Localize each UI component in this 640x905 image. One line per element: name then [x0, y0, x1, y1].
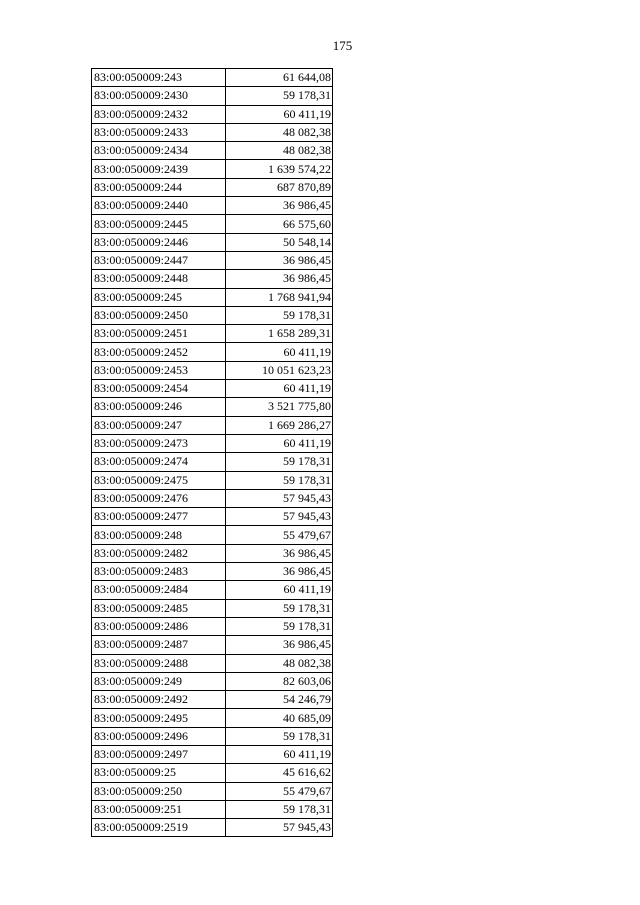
table-row [92, 434, 333, 452]
cadastral-number-cell: 83:00:050009:2448 [92, 270, 226, 288]
table-row [92, 617, 333, 635]
cadastral-number-cell: 83:00:050009:2433 [92, 123, 226, 141]
table-row [92, 819, 333, 837]
table-row [92, 782, 333, 800]
table-row [92, 251, 333, 269]
cadastral-number-cell: 83:00:050009:2496 [92, 727, 226, 745]
value-cell: 57 945,43 [226, 508, 333, 526]
table-row [92, 325, 333, 343]
table-body [92, 69, 333, 837]
table-row [92, 563, 333, 581]
cadastral-number-cell: 83:00:050009:2473 [92, 434, 226, 452]
cadastral-number-cell: 83:00:050009:249 [92, 672, 226, 690]
value-cell: 40 685,09 [226, 709, 333, 727]
cadastral-number-cell: 83:00:050009:2492 [92, 691, 226, 709]
value-cell: 59 178,31 [226, 800, 333, 818]
value-cell: 59 178,31 [226, 599, 333, 617]
cadastral-number-cell: 83:00:050009:25 [92, 764, 226, 782]
table-row [92, 270, 333, 288]
cadastral-number-cell: 83:00:050009:2439 [92, 160, 226, 178]
cadastral-number-cell: 83:00:050009:250 [92, 782, 226, 800]
table-row [92, 453, 333, 471]
table-row [92, 416, 333, 434]
cadastral-number-cell: 83:00:050009:2488 [92, 654, 226, 672]
cadastral-number-cell: 83:00:050009:246 [92, 398, 226, 416]
cadastral-number-cell: 83:00:050009:2483 [92, 563, 226, 581]
table-row [92, 654, 333, 672]
table-row [92, 233, 333, 251]
table-row [92, 508, 333, 526]
cadastral-number-cell: 83:00:050009:2477 [92, 508, 226, 526]
table-row [92, 599, 333, 617]
table-row [92, 544, 333, 562]
value-cell: 59 178,31 [226, 727, 333, 745]
value-cell: 1 768 941,94 [226, 288, 333, 306]
value-cell: 57 945,43 [226, 489, 333, 507]
table-row [92, 526, 333, 544]
cadastral-number-cell: 83:00:050009:244 [92, 178, 226, 196]
cadastral-number-cell: 83:00:050009:2474 [92, 453, 226, 471]
value-cell: 57 945,43 [226, 819, 333, 837]
value-cell: 60 411,19 [226, 105, 333, 123]
value-cell: 48 082,38 [226, 654, 333, 672]
table-row [92, 764, 333, 782]
table-row [92, 343, 333, 361]
cadastral-number-cell: 83:00:050009:247 [92, 416, 226, 434]
value-cell: 60 411,19 [226, 434, 333, 452]
cadastral-number-cell: 83:00:050009:2495 [92, 709, 226, 727]
value-cell: 3 521 775,80 [226, 398, 333, 416]
cadastral-number-cell: 83:00:050009:2454 [92, 380, 226, 398]
table-row [92, 361, 333, 379]
table-row [92, 636, 333, 654]
table-row [92, 709, 333, 727]
table-row [92, 691, 333, 709]
cadastral-number-cell: 83:00:050009:243 [92, 69, 226, 87]
value-cell: 10 051 623,23 [226, 361, 333, 379]
value-cell: 36 986,45 [226, 251, 333, 269]
value-cell: 55 479,67 [226, 526, 333, 544]
table-row [92, 142, 333, 160]
page-number: 175 [332, 38, 353, 53]
value-cell: 1 658 289,31 [226, 325, 333, 343]
table-row [92, 215, 333, 233]
value-cell: 36 986,45 [226, 544, 333, 562]
table-row [92, 123, 333, 141]
cadastral-number-cell: 83:00:050009:2445 [92, 215, 226, 233]
cadastral-number-cell: 83:00:050009:245 [92, 288, 226, 306]
cadastral-number-cell: 83:00:050009:2434 [92, 142, 226, 160]
value-cell: 1 639 574,22 [226, 160, 333, 178]
cadastral-number-cell: 83:00:050009:2485 [92, 599, 226, 617]
value-cell: 1 669 286,27 [226, 416, 333, 434]
table-row [92, 87, 333, 105]
table-row [92, 489, 333, 507]
value-cell: 60 411,19 [226, 581, 333, 599]
value-cell: 36 986,45 [226, 563, 333, 581]
value-cell: 36 986,45 [226, 270, 333, 288]
cadastral-number-cell: 83:00:050009:2484 [92, 581, 226, 599]
table-row [92, 672, 333, 690]
value-cell: 61 644,08 [226, 69, 333, 87]
cadastral-number-cell: 83:00:050009:2452 [92, 343, 226, 361]
value-cell: 59 178,31 [226, 617, 333, 635]
cadastral-number-cell: 83:00:050009:2453 [92, 361, 226, 379]
cadastral-number-cell: 83:00:050009:2440 [92, 197, 226, 215]
cadastral-number-cell: 83:00:050009:2450 [92, 306, 226, 324]
value-cell: 48 082,38 [226, 142, 333, 160]
table-row [92, 727, 333, 745]
cadastral-number-cell: 83:00:050009:251 [92, 800, 226, 818]
value-cell: 59 178,31 [226, 471, 333, 489]
table-row [92, 69, 333, 87]
cadastral-number-cell: 83:00:050009:2430 [92, 87, 226, 105]
table-row [92, 105, 333, 123]
table-row [92, 380, 333, 398]
cadastral-number-cell: 83:00:050009:2487 [92, 636, 226, 654]
value-cell: 48 082,38 [226, 123, 333, 141]
value-cell: 59 178,31 [226, 306, 333, 324]
cadastral-number-cell: 83:00:050009:2475 [92, 471, 226, 489]
value-cell: 60 411,19 [226, 380, 333, 398]
cadastral-number-cell: 83:00:050009:248 [92, 526, 226, 544]
cadastral-number-cell: 83:00:050009:2476 [92, 489, 226, 507]
value-cell: 36 986,45 [226, 197, 333, 215]
table-row [92, 471, 333, 489]
value-cell: 45 616,62 [226, 764, 333, 782]
cadastral-number-cell: 83:00:050009:2446 [92, 233, 226, 251]
cadastral-value-table [91, 68, 333, 837]
table-row [92, 306, 333, 324]
cadastral-number-cell: 83:00:050009:2497 [92, 745, 226, 763]
value-cell: 54 246,79 [226, 691, 333, 709]
table-row [92, 160, 333, 178]
table-row [92, 581, 333, 599]
value-cell: 59 178,31 [226, 453, 333, 471]
table-row [92, 178, 333, 196]
cadastral-number-cell: 83:00:050009:2519 [92, 819, 226, 837]
table-row [92, 745, 333, 763]
cadastral-number-cell: 83:00:050009:2486 [92, 617, 226, 635]
value-cell: 55 479,67 [226, 782, 333, 800]
value-cell: 66 575,60 [226, 215, 333, 233]
cadastral-number-cell: 83:00:050009:2432 [92, 105, 226, 123]
value-cell: 687 870,89 [226, 178, 333, 196]
value-cell: 60 411,19 [226, 745, 333, 763]
value-cell: 59 178,31 [226, 87, 333, 105]
value-cell: 50 548,14 [226, 233, 333, 251]
value-cell: 82 603,06 [226, 672, 333, 690]
table-row [92, 288, 333, 306]
table-row [92, 398, 333, 416]
cadastral-number-cell: 83:00:050009:2451 [92, 325, 226, 343]
value-cell: 36 986,45 [226, 636, 333, 654]
cadastral-number-cell: 83:00:050009:2447 [92, 251, 226, 269]
table-row [92, 197, 333, 215]
cadastral-number-cell: 83:00:050009:2482 [92, 544, 226, 562]
table-row [92, 800, 333, 818]
value-cell: 60 411,19 [226, 343, 333, 361]
